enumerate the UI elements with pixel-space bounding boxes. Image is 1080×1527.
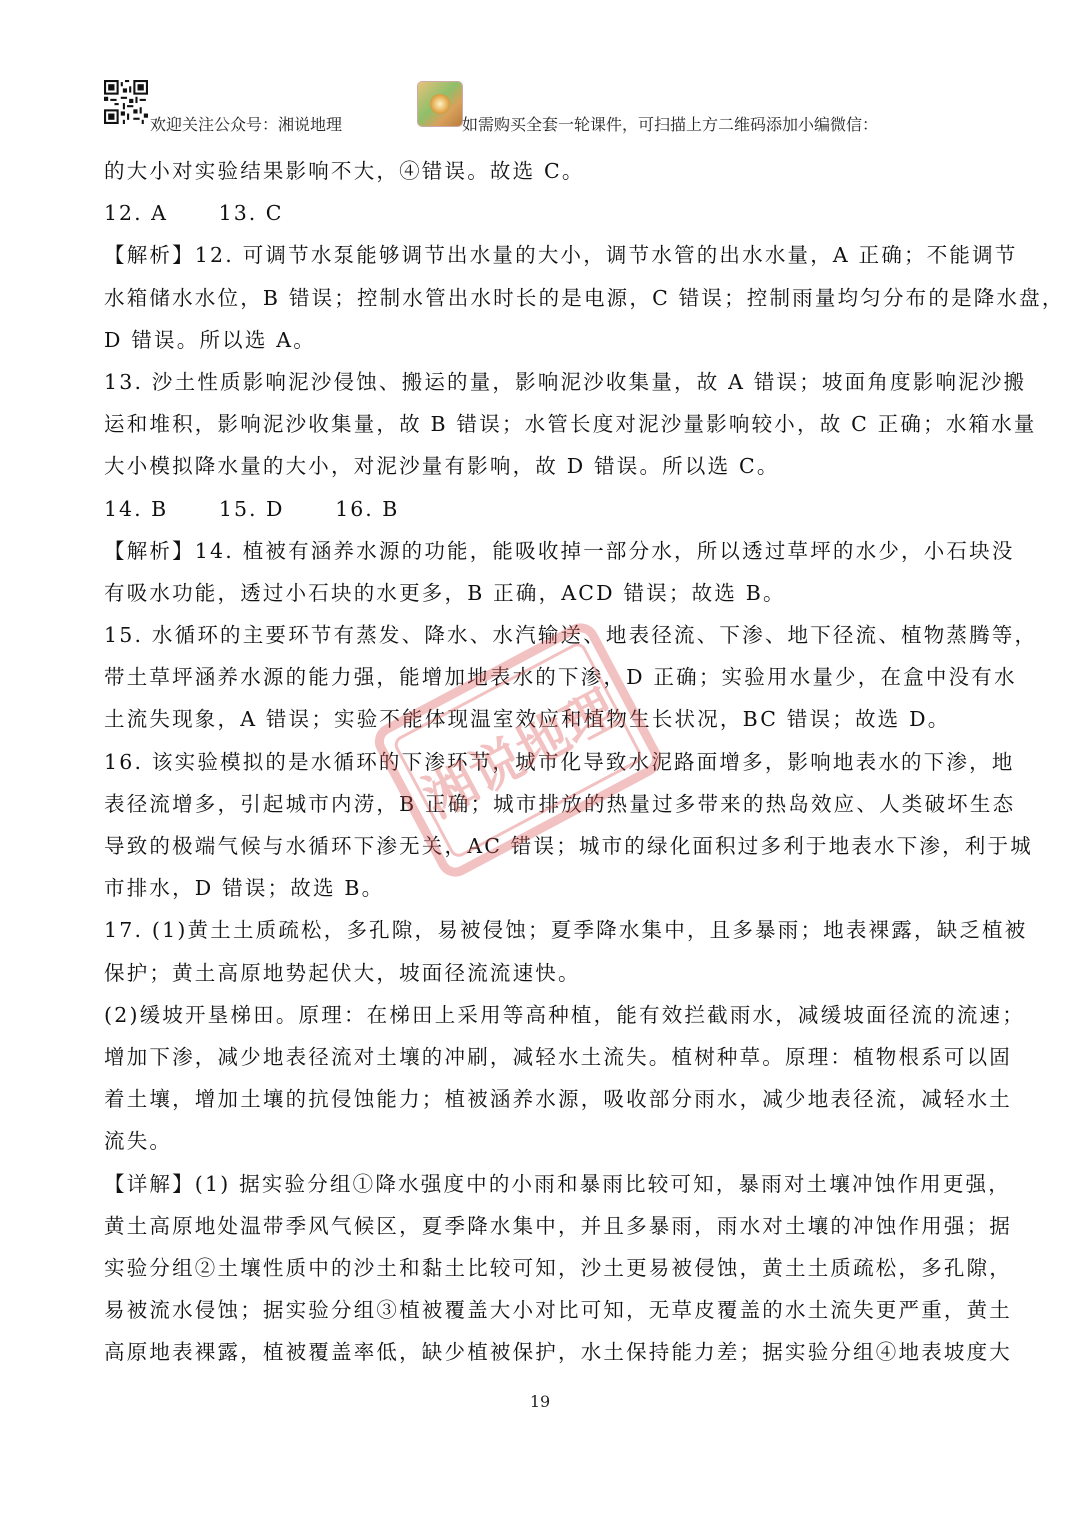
answer-row bbox=[104, 488, 980, 530]
answer-item: 13. C bbox=[218, 201, 284, 226]
answer-item: 14. B bbox=[104, 496, 169, 521]
text-line: 保护；黄土高原地势起伏大，坡面径流流速快。 bbox=[104, 960, 581, 985]
text-line: 【详解】(1) 据实验分组①降水强度中的小雨和暴雨比较可知，暴雨对土壤冲蚀作用更强， bbox=[104, 1171, 1011, 1196]
text-line: 15. 水循环的主要环节有蒸发、降水、水汽输送、地表径流、下渗、地下径流、植物蒸腾等， bbox=[104, 623, 1038, 648]
text-line: 易被流水侵蚀；据实验分组③植被覆盖大小对比可知，无草皮覆盖的水土流失更严重，黄土 bbox=[104, 1298, 1012, 1323]
answer-item: 16. B bbox=[335, 496, 400, 521]
text-line: 土流失现象，A 错误；实验不能体现温室效应和植物生长状况，BC 错误；故选 D。 bbox=[104, 707, 951, 732]
text-line: 13. 沙土性质影响泥沙侵蚀、搬运的量，影响泥沙收集量，故 A 错误；坡面角度影响泥沙搬 bbox=[104, 369, 1027, 394]
text-line: 大小模拟降水量的大小，对泥沙量有影响，故 D 错误。所以选 C。 bbox=[104, 454, 780, 479]
text-line: 的大小对实验结果影响不大，④错误。故选 C。 bbox=[104, 159, 585, 183]
text-line: 运和堆积，影响泥沙收集量，故 B 错误；水管长度对泥沙量影响较小，故 C 正确；水箱水量 bbox=[104, 412, 1037, 437]
text-line: D 错误。所以选 A。 bbox=[104, 327, 316, 352]
text-line: 流失。 bbox=[104, 1129, 173, 1154]
page-header bbox=[100, 78, 1000, 134]
header-left-text: 欢迎关注公众号：湘说地理 bbox=[150, 115, 343, 134]
text-line: 着土壤，增加土壤的抗侵蚀能力；植被涵养水源，吸收部分雨水，减少地表径流，减轻水土 bbox=[104, 1087, 1012, 1112]
text-line: 导致的极端气候与水循环下渗无关，AC 错误；城市的绿化面积过多利于地表水下渗，利于城 bbox=[104, 834, 1033, 858]
text-line: 表径流增多，引起城市内涝，B 正确；城市排放的热量过多带来的热岛效应、人类破坏生态 bbox=[104, 791, 1016, 816]
text-line: 有吸水功能，透过小石块的水更多，B 正确，ACD 错误；故选 B。 bbox=[104, 580, 786, 605]
qr-code-icon bbox=[104, 80, 148, 124]
stamp-label: 湘说地理 bbox=[414, 679, 627, 830]
page-number: 19 bbox=[529, 1392, 551, 1411]
text-line: 【解析】14. 植被有涵养水源的功能，能吸收掉一部分水，所以透过草坪的水少，小石块没 bbox=[104, 538, 1015, 563]
text-line: (2)缓坡开垦梯田。原理：在梯田上采用等高种植，能有效拦截雨水，减缓坡面径流的流速； bbox=[104, 1002, 1025, 1027]
header-right-text: 如需购买全套一轮课件，可扫描上方二维码添加小编微信： bbox=[462, 115, 879, 134]
text-line: 带土草坪涵养水源的能力强，能增加地表水的下渗，D 正确；实验用水量少，在盒中没有水 bbox=[104, 665, 1017, 690]
text-line: 市排水，D 错误；故选 B。 bbox=[104, 876, 385, 901]
text-line: 16. 该实验模拟的是水循环的下渗环节，城市化导致水泥路面增多，影响地表水的下渗，地 bbox=[104, 749, 1015, 774]
text-line: 水箱储水水位，B 错误；控制水管出水时长的是电源，C 错误；控制雨量均匀分布的是降水盘， bbox=[104, 285, 1065, 310]
text-line: 实验分组②土壤性质中的沙土和黏土比较可知，沙土更易被侵蚀，黄土土质疏松，多孔隙， bbox=[104, 1255, 1012, 1280]
wechat-avatar-icon bbox=[418, 82, 462, 126]
answer-item: 15. D bbox=[218, 496, 285, 521]
text-line: 【解析】12. 可调节水泵能够调节出水量的大小，调节水管的出水水量，A 正确；不能调节 bbox=[104, 243, 1018, 268]
text-line: 黄土高原地处温带季风气候区，夏季降水集中，并且多暴雨，雨水对土壤的冲蚀作用强；据 bbox=[104, 1213, 1012, 1238]
text-line: 高原地表裸露，植被覆盖率低，缺少植被保护，水土保持能力差；据实验分组④地表坡度大 bbox=[104, 1340, 1012, 1365]
answer-row bbox=[104, 192, 980, 234]
answer-item: 12. A bbox=[104, 201, 168, 226]
text-line: 17. (1)黄土土质疏松，多孔隙，易被侵蚀；夏季降水集中，且多暴雨；地表裸露，缺乏植被 bbox=[104, 918, 1028, 943]
text-line: 增加下渗，减少地表径流对土壤的冲刷，减轻水土流失。植树种草。原理：植物根系可以固 bbox=[104, 1044, 1012, 1069]
document-body bbox=[104, 150, 1065, 1373]
